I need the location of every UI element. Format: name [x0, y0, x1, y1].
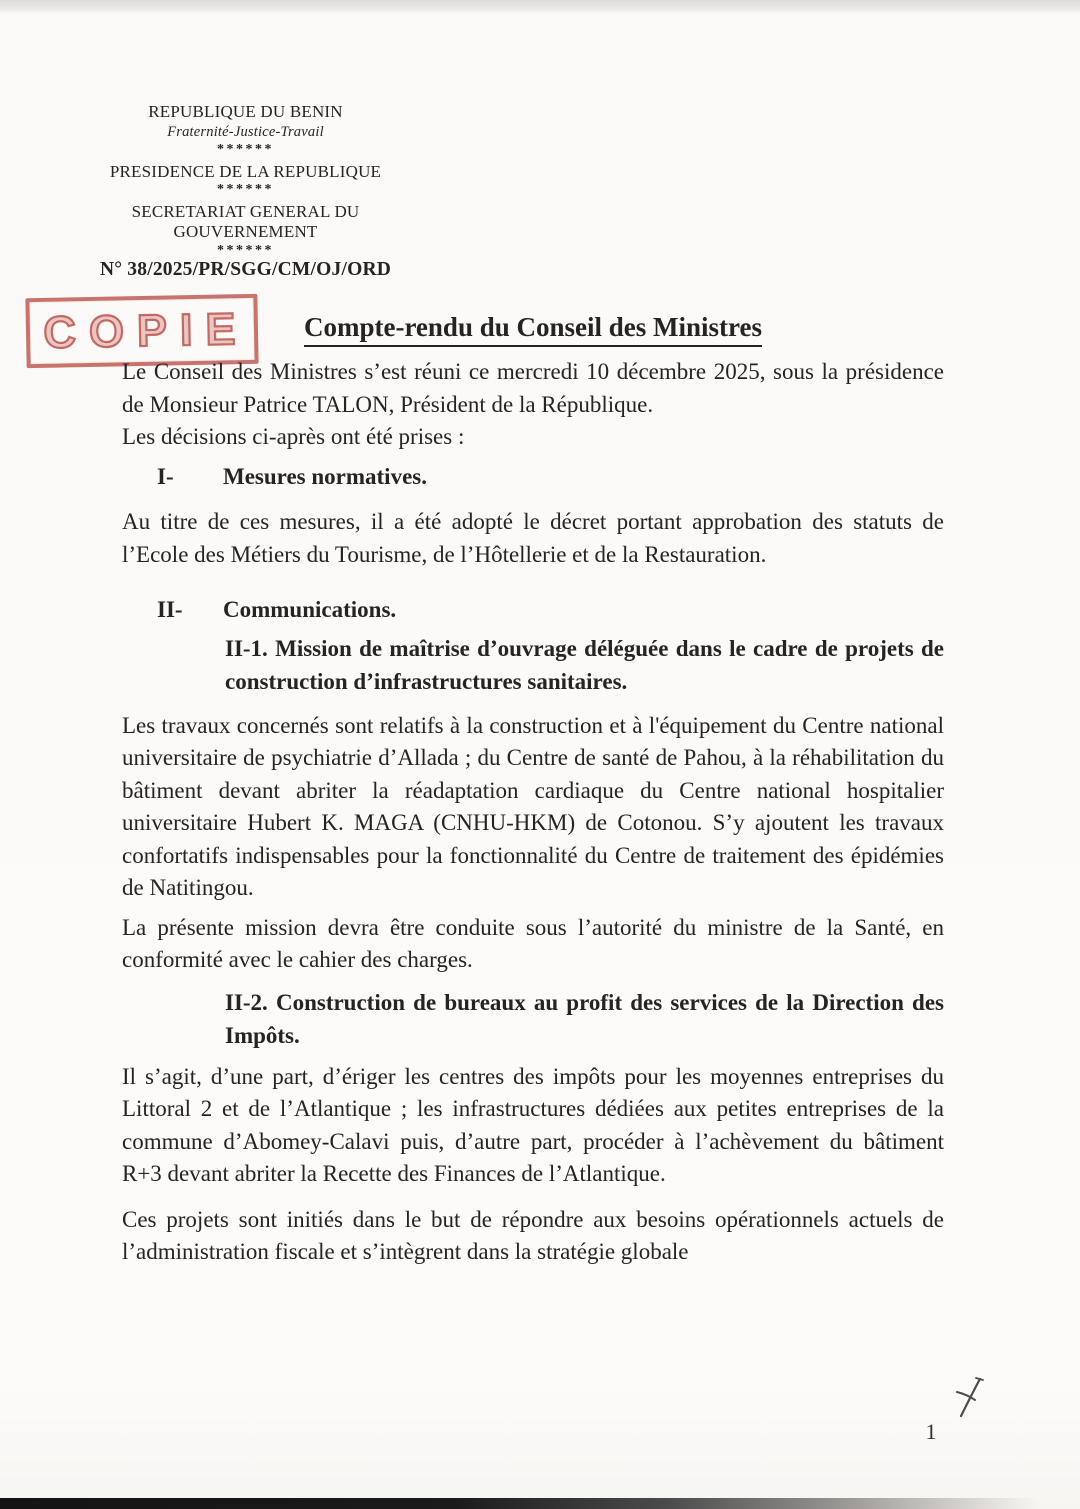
handwritten-paraph-icon: [952, 1374, 986, 1422]
paragraph-travaux-concernes: Les travaux concernés sont relatifs à la construction et à l'équipement du Centre national universitaire de psychiatrie d’Allada ; du Centre de santé de Pahou, à la réhabilitation du bâtiment devant abriter la réadaptation cardiaque du Centre national hospitalier universitaire Hubert K. MAGA (CNHU-HKM) de Cotonou. S’y ajoutent les travaux confortatifs indispensables pour la fonctionnalité du Centre de traitement des épidémies de Natitingou.: [122, 712, 944, 900]
section-number: I-: [157, 463, 174, 489]
document-body: [122, 356, 944, 1269]
document-title: Compte-rendu du Conseil des Ministres: [122, 312, 944, 347]
secretariat-line-1: SECRETARIAT GENERAL DU: [131, 202, 360, 222]
section-heading-mesures-normatives: [122, 461, 944, 494]
decisions-intro-line: Les décisions ci-après ont été prises :: [122, 424, 465, 449]
scan-edge-bottom: [0, 1498, 1080, 1509]
paragraph-ces-projets: Ces projets sont initiés dans le but de répondre aux besoins opérationnels actuels de l’administration fiscale et s’intègrent dans la stratégie globale: [122, 1206, 944, 1264]
separator-stars: ******: [217, 182, 274, 198]
subsection-heading-II-2: II-2. Construction de bureaux au profit des services de la Direction des Impôts.: [225, 989, 944, 1048]
intro-paragraph: Le Conseil des Ministres s’est réuni ce mercredi 10 décembre 2025, sous la présidence de Monsieur Patrice TALON, Président de la République.: [122, 359, 944, 417]
copie-stamp-text: COPIE: [42, 302, 249, 358]
scan-edge-top: [0, 0, 1080, 13]
section-title: Communications.: [223, 597, 397, 622]
letterhead: [58, 102, 433, 261]
reference-number: N° 38/2025/PR/SGG/CM/OJ/ORD: [99, 259, 392, 280]
separator-stars: ******: [217, 141, 274, 157]
section-number: II-: [157, 597, 183, 622]
page-number: 1: [925, 1419, 937, 1444]
section-heading-communications: [122, 594, 944, 627]
subsection-heading-II-1: II-1. Mission de maîtrise d’ouvrage déléguée dans le cadre de projets de construction d’infrastructures sanitaires.: [225, 635, 944, 694]
separator-stars: ******: [217, 242, 274, 258]
section-title: Mesures normatives.: [223, 463, 427, 489]
presidency-title: PRESIDENCE DE LA REPUBLIQUE: [109, 161, 382, 181]
country-name: REPUBLIQUE DU BENIN: [148, 102, 343, 121]
paragraph-mesures-normatives: Au titre de ces mesures, il a été adopté le décret portant approbation des statuts de l’Ecole des Métiers du Tourisme, de l’Hôtellerie et de la Restauration.: [122, 509, 944, 567]
national-motto: Fraternité-Justice-Travail: [167, 123, 324, 140]
paragraph-presente-mission: La présente mission devra être conduite sous l’autorité du ministre de la Santé, en conformité avec le cahier des charges.: [122, 914, 944, 972]
secretariat-line-2: GOUVERNEMENT: [173, 221, 318, 241]
paragraph-il-sagit: Il s’agit, d’une part, d’ériger les centres des impôts pour les moyennes entreprises du Littoral 2 et de l’Atlantique ; les infrastructures dédiées aux petites entreprises de la commune d’Abomey-Calavi puis, d’autre part, procéder à l’achèvement du bâtiment R+3 devant abriter la Recette des Finances de l’Atlantique.: [122, 1063, 944, 1186]
